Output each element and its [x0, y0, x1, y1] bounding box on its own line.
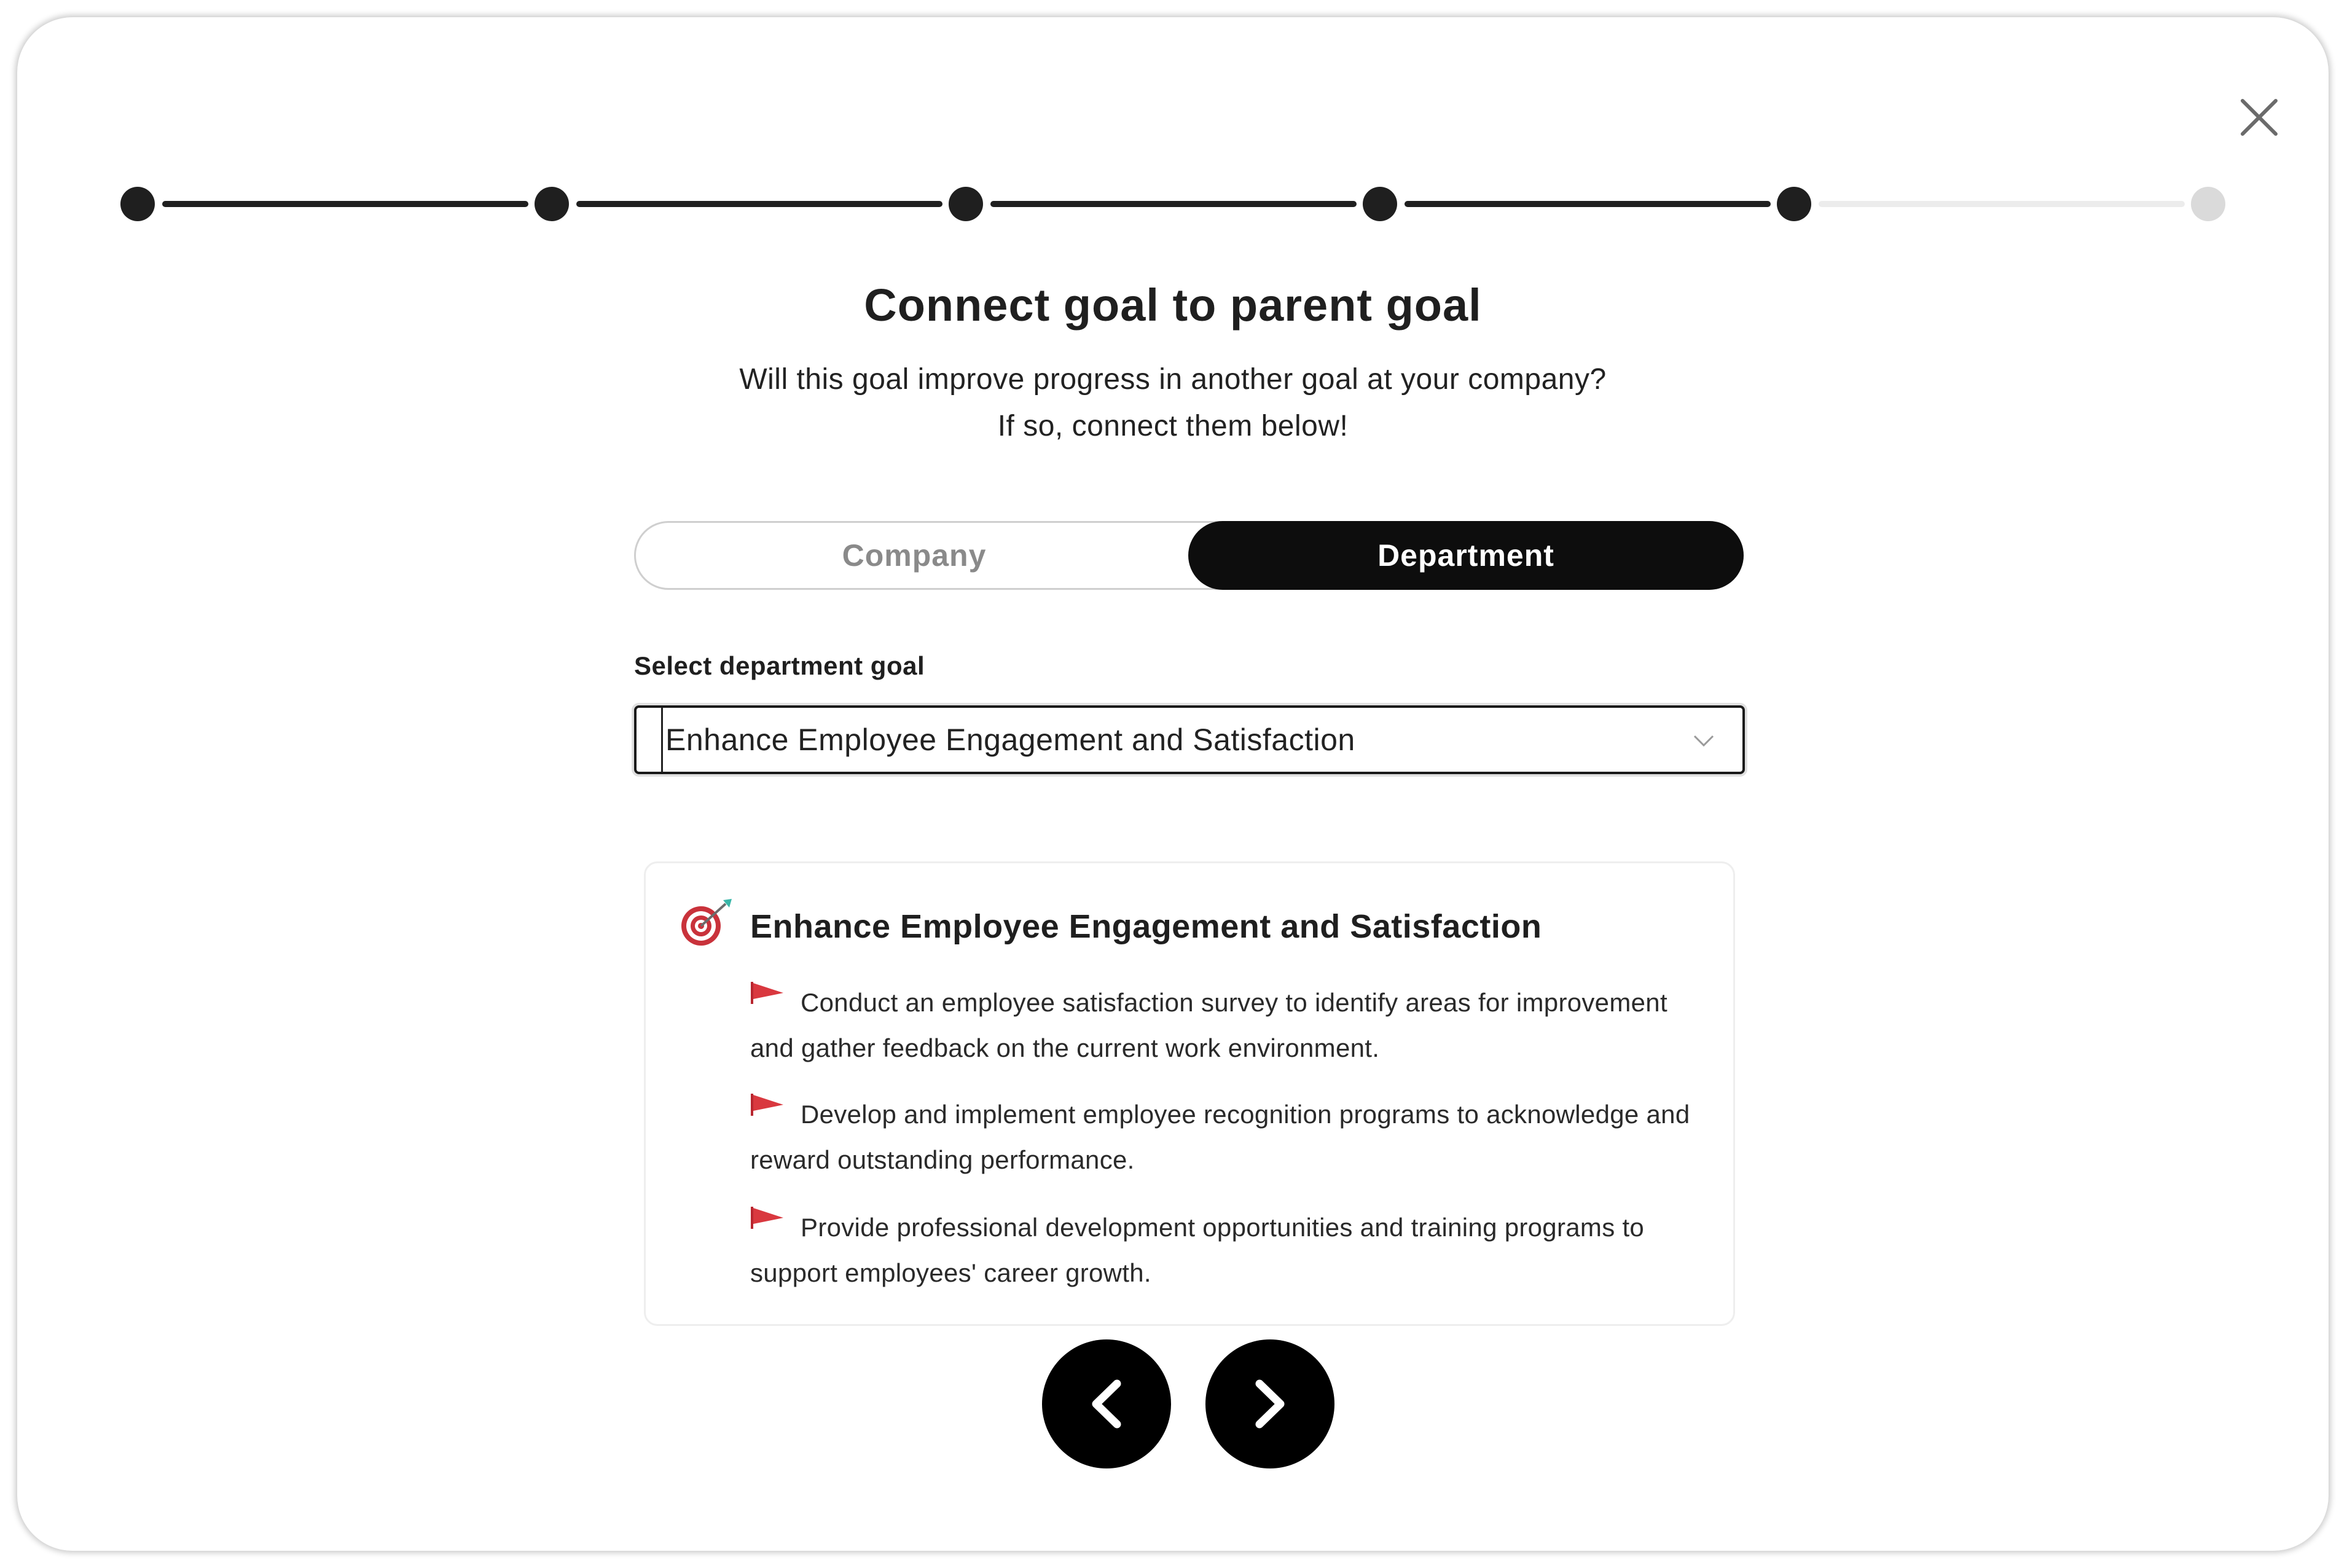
step-connector [1405, 201, 1771, 207]
select-value: Enhance Employee Engagement and Satisfaction [661, 708, 1355, 772]
step-connector [576, 201, 942, 207]
select-label: Select department goal [634, 651, 925, 680]
chevron-left-icon [1079, 1376, 1134, 1432]
dialog-title: Connect goal to parent goal [864, 280, 1482, 331]
goal-card [644, 861, 1735, 1326]
step-3-dot [949, 187, 983, 221]
goal-key-result [750, 980, 1709, 1071]
step-1-dot [120, 187, 155, 221]
step-2-dot [535, 187, 569, 221]
chevron-right-icon [1242, 1376, 1298, 1432]
step-4-dot [1363, 187, 1397, 221]
key-result-text: Provide professional development opportunities and training programs to support employees' career growth. [750, 1213, 1645, 1287]
key-result-text: Develop and implement employee recognition programs to acknowledge and reward outstanding performance. [750, 1100, 1690, 1174]
goal-key-result [750, 1092, 1709, 1183]
red-flag-icon [750, 1092, 786, 1117]
goal-key-result [750, 1205, 1709, 1296]
next-button[interactable] [1205, 1339, 1334, 1468]
target-dart-icon [678, 898, 734, 949]
red-flag-icon [750, 981, 786, 1005]
toggle-company[interactable]: Company [842, 538, 987, 573]
chevron-down-icon [1692, 729, 1715, 752]
key-result-text: Conduct an employee satisfaction survey to identify areas for improvement and gather feedback on the current work environment. [750, 988, 1667, 1062]
step-connector [990, 201, 1357, 207]
toggle-department[interactable]: Department [1188, 521, 1744, 590]
goal-title: Enhance Employee Engagement and Satisfaction [750, 908, 1542, 945]
step-6-dot [2191, 187, 2225, 221]
scope-toggle [634, 521, 1744, 590]
step-connector [162, 201, 528, 207]
dialog [17, 17, 2329, 1551]
step-5-dot [1777, 187, 1811, 221]
step-connector [1819, 201, 2185, 207]
dialog-subtitle-line-2: If so, connect them below! [997, 410, 1349, 442]
red-flag-icon [750, 1205, 786, 1230]
dialog-subtitle-line-1: Will this goal improve progress in another goal at your company? [739, 363, 1607, 396]
previous-button[interactable] [1042, 1339, 1171, 1468]
department-goal-select[interactable] [634, 705, 1745, 774]
progress-stepper [17, 17, 2329, 263]
